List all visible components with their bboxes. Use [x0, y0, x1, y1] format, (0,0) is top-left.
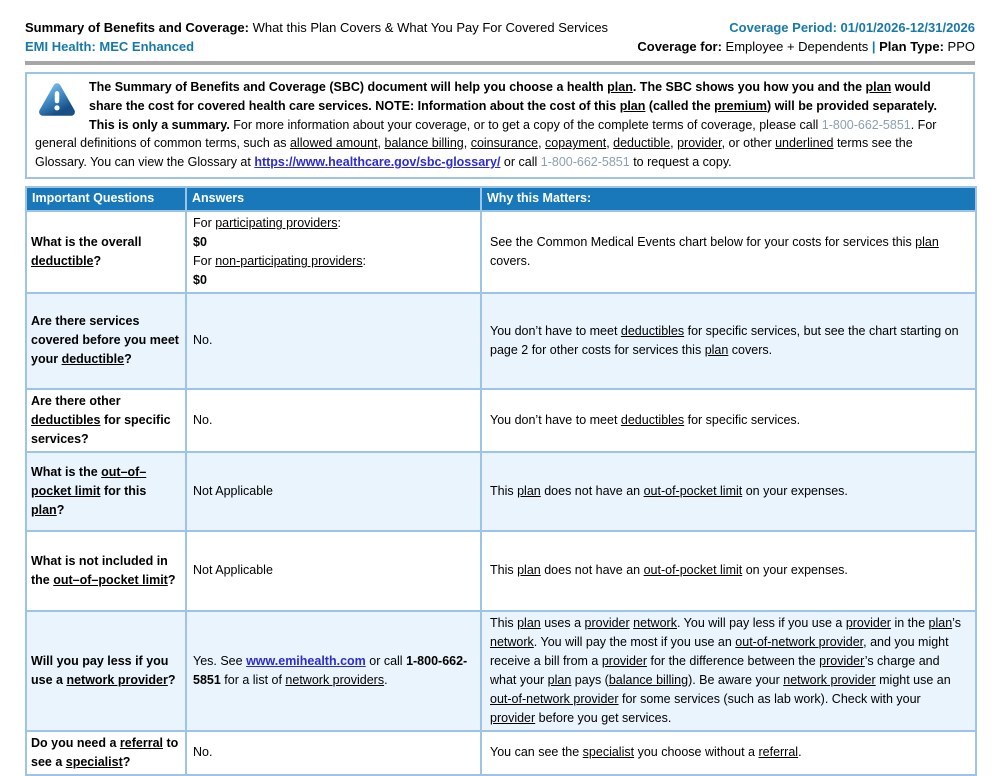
- healthcare-gov-glossary-link[interactable]: https://www.healthcare.gov/sbc-glossary/: [254, 155, 501, 170]
- plan-name: EMI Health: MEC Enhanced: [25, 39, 195, 54]
- table-header-row: [26, 187, 976, 211]
- document-header: [25, 18, 975, 56]
- header-right: [637, 18, 975, 56]
- important-questions-table: [25, 186, 977, 776]
- why-cell: This plan does not have an out-of-pocket limit on your expenses.: [481, 452, 976, 531]
- why-cell: This plan does not have an out-of-pocket limit on your expenses.: [481, 531, 976, 611]
- why-cell: You don’t have to meet deductibles for specific services.: [481, 389, 976, 452]
- question-cell: Do you need a referral to see a specialist?: [26, 731, 186, 775]
- document-title: Summary of Benefits and Coverage: What this Plan Covers & What You Pay For Covered Services: [25, 20, 609, 35]
- emihealth-link[interactable]: www.emihealth.com: [246, 653, 366, 668]
- answer-cell: Yes. See www.emihealth.com or call 1-800-662-5851 for a list of network providers.: [186, 611, 481, 731]
- header-left: [25, 18, 608, 56]
- table-row: [26, 731, 976, 775]
- why-cell: This plan uses a provider network. You will pay less if you use a provider in the plan’s network. You will pay the most if you use an out-of-network provider, and you might receive a bill from a provider for the difference between the provider’s charge and what your plan pays (balance billing). Be aware your network provider might use an out-of-network provider for some services (such as lab work). Check with your provider before you get services.: [481, 611, 976, 731]
- col-header-why-this-matters: Why this Matters:: [481, 187, 976, 211]
- answer-cell: No.: [186, 293, 481, 389]
- table-row: [26, 611, 976, 731]
- question-cell: What is not included in the out–of–pocket limit?: [26, 531, 186, 611]
- question-cell: Are there other deductibles for specific services?: [26, 389, 186, 452]
- answer-cell: For participating providers: $0 For non-participating providers: $0: [186, 211, 481, 293]
- answer-cell: No.: [186, 389, 481, 452]
- table-row: [26, 452, 976, 531]
- col-header-important-questions: Important Questions: [26, 187, 186, 211]
- answer-cell: Not Applicable: [186, 531, 481, 611]
- warning-triangle-icon: [37, 81, 77, 118]
- notice-paragraph-2: This is only a summary. For more information about your coverage, or to get a copy of the complete terms of coverage, please call 1-800-662-5851. For general definitions of common terms, such as allowed amount, balance billing, coinsurance, copayment, deductible, provider, or other underlined terms see the Glossary. You can view the Glossary at https://www.healthcare.gov/sbc-glossary/ or call 1-800-662-5851 to request a copy.: [35, 117, 937, 170]
- table-row: [26, 531, 976, 611]
- coverage-period: Coverage Period: 01/01/2026-12/31/2026: [729, 20, 975, 35]
- question-cell: Are there services covered before you meet your deductible?: [26, 293, 186, 389]
- question-cell: What is the overall deductible?: [26, 211, 186, 293]
- why-cell: See the Common Medical Events chart below for your costs for services this plan covers.: [481, 211, 976, 293]
- sbc-notice-box: [25, 72, 975, 179]
- answer-cell: Not Applicable: [186, 452, 481, 531]
- coverage-for-line: Coverage for: Employee + Dependents | Plan Type: PPO: [637, 39, 975, 54]
- header-divider: [25, 61, 975, 65]
- table-row: [26, 293, 976, 389]
- why-cell: You don’t have to meet deductibles for specific services, but see the chart starting on page 2 for other costs for services this plan covers.: [481, 293, 976, 389]
- table-row: [26, 211, 976, 293]
- why-cell: You can see the specialist you choose without a referral.: [481, 731, 976, 775]
- notice-paragraph-1: The Summary of Benefits and Coverage (SBC) document will help you choose a health plan. The SBC shows you how you and the plan would share the cost for covered health care services. NOTE: Information about the cost of this plan (called the premium) will be provided separately.: [89, 80, 937, 113]
- question-cell: What is the out–of–pocket limit for this plan?: [26, 452, 186, 531]
- col-header-answers: Answers: [186, 187, 481, 211]
- table-row: [26, 389, 976, 452]
- answer-cell: No.: [186, 731, 481, 775]
- question-cell: Will you pay less if you use a network provider?: [26, 611, 186, 731]
